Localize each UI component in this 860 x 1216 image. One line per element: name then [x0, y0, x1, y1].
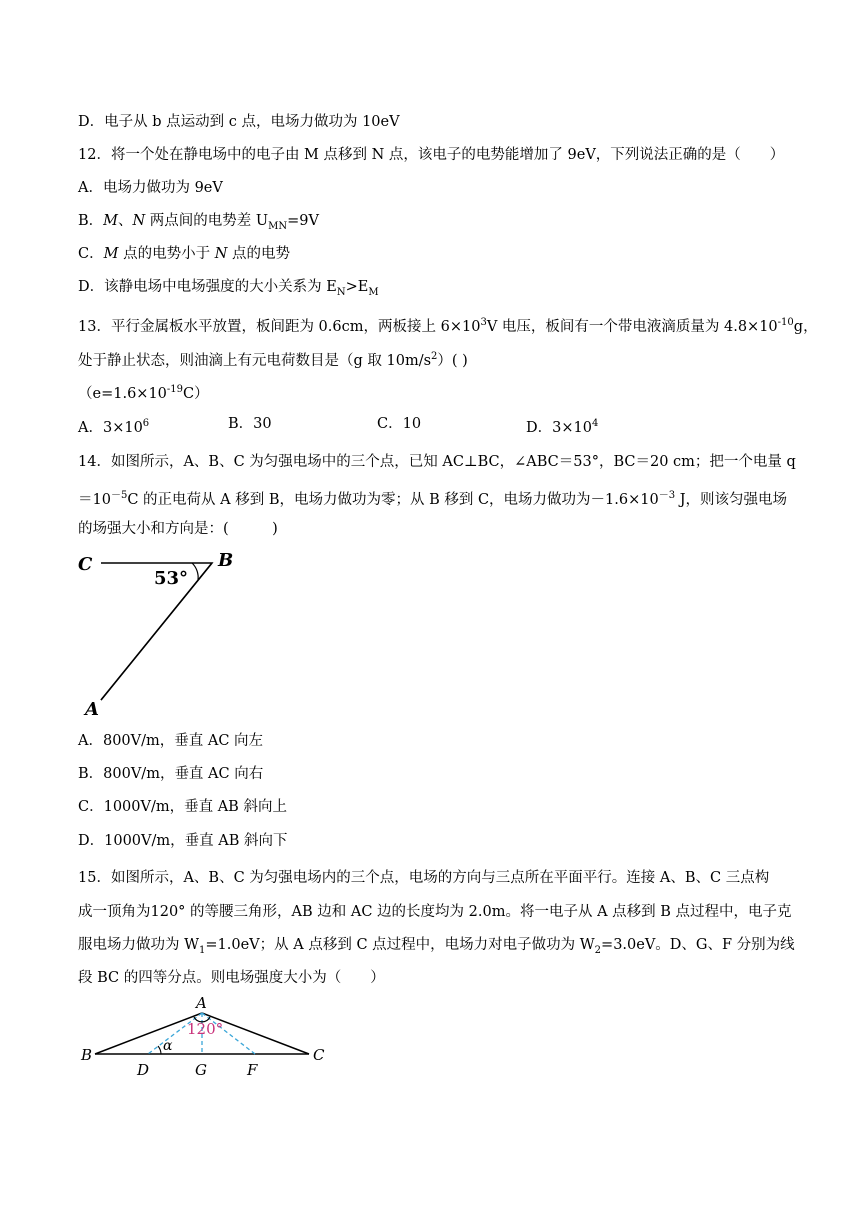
- q15-line1: 15．如图所示，A、B、C 为匀强电场内的三个点，电场的方向与三点所在平面平行。连接 A、B、C 三点构: [78, 870, 770, 886]
- q13-line2-a: 处于静止状态，则油滴上有元电荷数目是（g 取 10m/s: [78, 352, 432, 369]
- q15-line3-sub1: 1: [199, 944, 206, 956]
- q15-label-b: B: [81, 1046, 93, 1064]
- q13-option-b: B．30: [228, 416, 272, 432]
- q13-option-a-sup: 6: [142, 418, 150, 429]
- q14-line1: 14．如图所示，A、B、C 为匀强电场中的三个点，已知 AC⊥BC，∠ABC＝53°，BC＝20 cm；把一个电量 q: [78, 454, 796, 470]
- q13-line1-sup2: -10: [777, 317, 794, 328]
- q14-angle-arc: [192, 563, 198, 580]
- q12-option-b-sep: 、: [118, 213, 133, 229]
- q13-line2: [78, 347, 468, 371]
- q13-line2-b: ）( ): [437, 352, 468, 369]
- q13-line2-sup: 2: [431, 351, 438, 362]
- q13-option-a-text: A．3×10: [78, 419, 143, 436]
- q12-option-b-n: N: [132, 213, 146, 229]
- q13-option-c: C．10: [377, 416, 422, 432]
- q13-line1-b: V 电压，板间有一个带电液滴质量为 4.8×10: [486, 318, 778, 335]
- q15-label-c: C: [313, 1046, 325, 1064]
- q15-line3-c: =3.0eV。D、G、F 分别为线: [601, 937, 795, 953]
- q14-option-d: D．1000V/m，垂直 AB 斜向下: [78, 833, 288, 849]
- q12-option-b-text: 两点间的电势差 U: [145, 213, 269, 229]
- q12-option-a: A．电场力做功为 9eV: [78, 180, 223, 196]
- q12-option-c-n: N: [214, 246, 228, 262]
- q15-alpha-label: α: [163, 1038, 173, 1054]
- q14-angle-label: 53°: [154, 568, 189, 589]
- q13-line3-sup: -19: [166, 384, 183, 395]
- q12-option-b-prefix: B．: [78, 213, 104, 229]
- q13-line1: [78, 313, 818, 337]
- q13-line3-a: （e=1.6×10: [78, 385, 167, 402]
- q14-line2-sup2: －3: [658, 490, 676, 501]
- q13-option-d: [526, 414, 598, 438]
- q12-option-b-sub: MN: [268, 220, 288, 232]
- q12-option-c-mid: 点的电势小于: [118, 246, 215, 262]
- q12-option-c-m: M: [103, 246, 119, 262]
- q12-option-d-text: D．该静电场中电场强度的大小关系为 E: [78, 279, 337, 295]
- q12-stem: 12．将一个处在静电场中的电子由 M 点移到 N 点，该电子的电势能增加了 9eV，下列说法正确的是（ ）: [78, 147, 785, 163]
- q13-line1-c: g，: [793, 318, 818, 335]
- q15-line4: 段 BC 的四等分点。则电场强度大小为（ ）: [78, 970, 385, 986]
- q15-side-ab: [95, 1013, 202, 1054]
- q15-angle-label: 120°: [187, 1020, 224, 1038]
- q14-line2-b: C 的正电荷从 A 移到 B，电场力做功为零；从 B 移到 C，电场力做功为－1.6×10: [127, 491, 659, 508]
- q12-option-c-prefix: C．: [78, 246, 104, 262]
- q14-option-a: A．800V/m，垂直 AC 向左: [78, 733, 264, 749]
- q12-option-c-end: 点的电势: [227, 246, 290, 262]
- q14-line2-a: ＝10: [78, 491, 111, 508]
- q12-option-d-sub2: M: [368, 286, 379, 298]
- q15-label-d: D: [137, 1061, 150, 1079]
- q14-option-b: B．800V/m，垂直 AC 向右: [78, 766, 264, 782]
- q14-line2: [78, 486, 787, 510]
- q15-figure: [75, 992, 345, 1082]
- q14-figure: [70, 545, 250, 720]
- q15-label-g: G: [195, 1061, 207, 1079]
- q12-option-d-gt: >E: [345, 279, 369, 295]
- q14-line2-c: J，则该匀强电场: [675, 491, 788, 508]
- q13-line3-b: C）: [183, 385, 209, 402]
- q13-option-d-sup: 4: [591, 418, 599, 429]
- q13-line1-sup1: 3: [480, 317, 487, 328]
- q12-option-d-sub1: N: [336, 286, 346, 298]
- q14-label-b: B: [218, 550, 234, 571]
- q15-line3-sub2: 2: [594, 944, 602, 956]
- q14-line3: 的场强大小和方向是：( ): [78, 521, 278, 537]
- q15-alpha-arc: [158, 1046, 161, 1054]
- q13-option-d-text: D．3×10: [526, 419, 592, 436]
- q12-option-d: [78, 277, 379, 303]
- q12-option-b-m: M: [103, 213, 119, 229]
- q14-label-a: A: [85, 699, 99, 720]
- q14-label-c: C: [78, 554, 93, 575]
- q14-option-c: C．1000V/m，垂直 AB 斜向上: [78, 799, 287, 815]
- q15-label-a: A: [196, 994, 207, 1012]
- q12-option-b: [78, 211, 319, 237]
- q13-line3: [78, 380, 209, 404]
- q14-line2-sup1: －5: [110, 490, 128, 501]
- q12-option-b-val: =9V: [287, 213, 320, 229]
- q15-label-f: F: [247, 1061, 258, 1079]
- q12-option-c: [78, 244, 290, 264]
- q15-line3: [78, 935, 795, 961]
- q13-option-a: [78, 414, 149, 438]
- q15-line2: 成一顶角为120° 的等腰三角形，AB 边和 AC 边的长度均为 2.0m。将一电子从 A 点移到 B 点过程中，电子克: [78, 904, 792, 920]
- q15-line3-a: 服电场力做功为 W: [78, 937, 200, 953]
- q11-option-d: D．电子从 b 点运动到 c 点，电场力做功为 10eV: [78, 114, 400, 130]
- q15-line3-b: =1.0eV；从 A 点移到 C 点过程中，电场力对电子做功为 W: [205, 937, 595, 953]
- q13-line1-a: 13．平行金属板水平放置，板间距为 0.6cm，两板接上 6×10: [78, 318, 481, 335]
